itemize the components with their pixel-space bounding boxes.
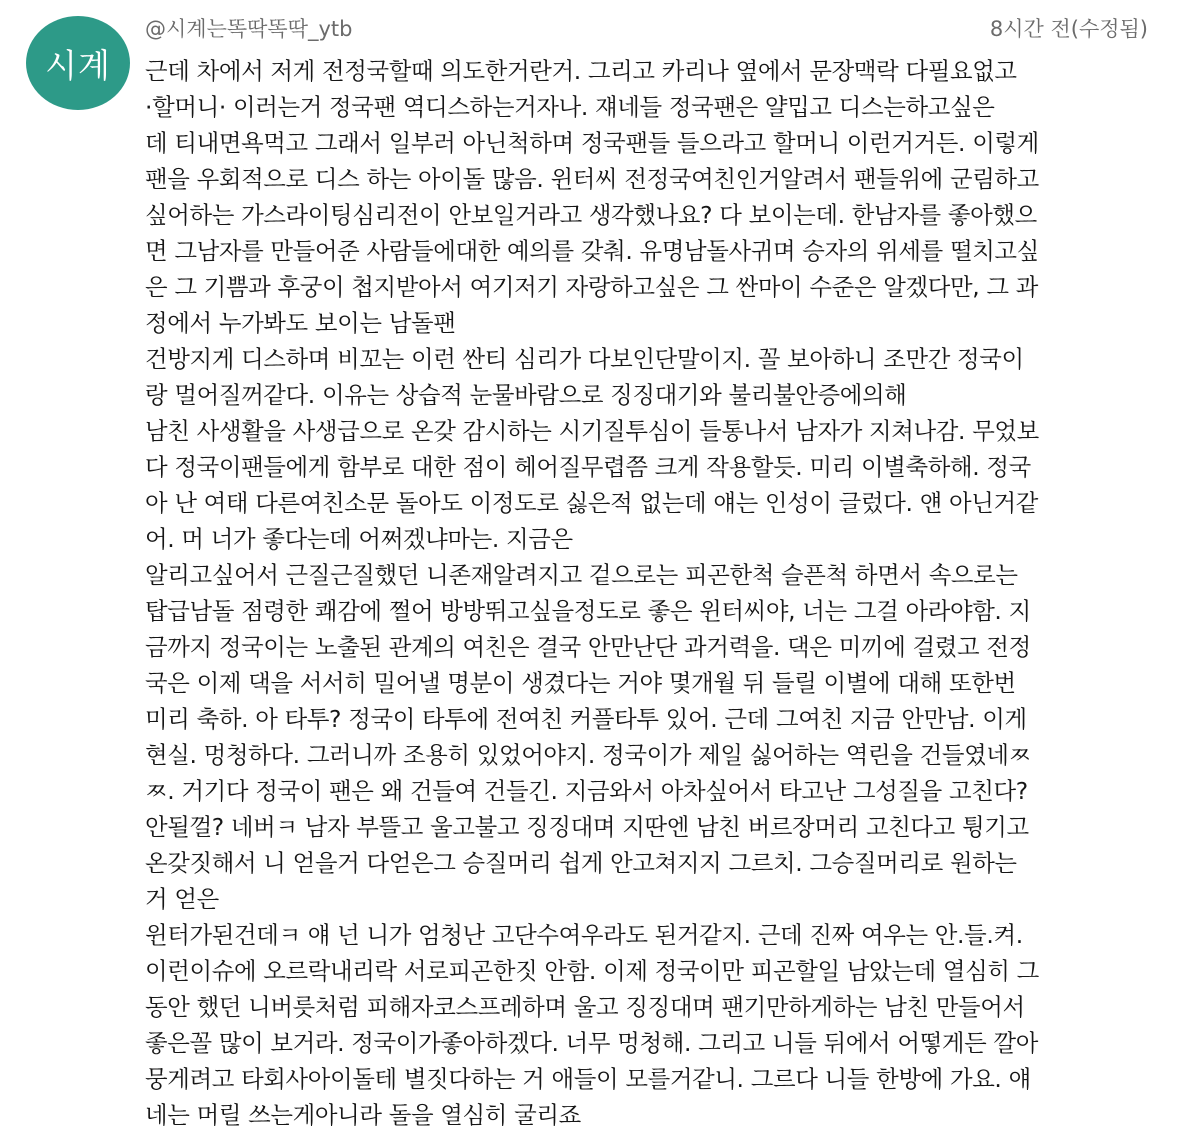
comment-text-line: 근데 차에서 저게 전정국할때 의도한거란거. 그리고 카리나 옆에서 문장맥락 다필요없고: [145, 57, 1017, 85]
comment-text-line: 네는 머릴 쓰는게아니라 돌을 열심히 굴리죠: [145, 1101, 581, 1129]
comment-text-line: 알리고싶어서 근질근질했던 니존재알려지고 겉으로는 피곤한척 슬픈척 하면서 속으로는: [145, 561, 1018, 589]
comment-text-line: 탑급남돌 점령한 쾌감에 쩔어 방방뛰고싶을정도로 좋은 윈터씨야, 너는 그걸 아라야함. 지: [145, 597, 1031, 625]
comment-text-line: 좋은꼴 많이 보거라. 정국이가좋아하겠다. 너무 멍청해. 그리고 니들 뒤에서 어떻게든 깔아: [145, 1029, 1038, 1057]
comment-text-line: 뭉게려고 타회사아이돌테 별짓다하는 거 애들이 모를거같니. 그르다 니들 한방에 가요. 얘: [145, 1065, 1031, 1093]
comment-text-line: 온갖짓해서 니 얻을거 다얻은그 승질머리 쉽게 안고쳐지지 그르치. 그승질머리로 원하는: [145, 849, 1017, 877]
comment-text-line: ㅉ. 거기다 정국이 팬은 왜 건들여 건들긴. 지금와서 아차싶어서 타고난 그성질을 고친다?: [145, 777, 1028, 805]
comment-text-line: 다 정국이팬들에게 함부로 대한 점이 헤어질무렵쯤 크게 작용할듯. 미리 이별축하해. 정국: [145, 453, 1031, 481]
comment-text-line: 현실. 멍청하다. 그러니까 조용히 있었어야지. 정국이가 제일 싫어하는 역린을 건들였네ㅉ: [145, 741, 1031, 769]
comment-text-line: 윈터가된건데ㅋ 얘 넌 니가 엄청난 고단수여우라도 된거같지. 근데 진짜 여우는 안.들.켜.: [145, 921, 1023, 949]
comment-text-line: 남친 사생활을 사생급으로 온갖 감시하는 시기질투심이 들통나서 남자가 지쳐나감. 무었보: [145, 417, 1039, 445]
comment-text-line: 안될껄? 네버ㅋ 남자 부뜰고 울고불고 징징대며 지딴엔 남친 버르장머리 고친다고 튕기고: [145, 813, 1029, 841]
comment-text-line: 건방지게 디스하며 비꼬는 이런 싼티 심리가 다보인단말이지. 꼴 보아하니 조만간 정국이: [145, 345, 1024, 373]
comment-text-line: 정에서 누가봐도 보이는 남돌팬: [145, 309, 456, 337]
comment-text-line: ·할머니· 이러는거 정국팬 역디스하는거자나. 쟤네들 정국팬은 얄밉고 디스는하고싶은: [145, 93, 995, 121]
comment-text-line: 거 얻은: [145, 885, 219, 913]
comment-author[interactable]: @시계는똑딱똑딱_ytb: [145, 17, 353, 41]
comment-timestamp: 8시간 전(수정됨): [989, 17, 1148, 41]
comment-text-line: 미리 축하. 아 타투? 정국이 타투에 전여친 커플타투 있어. 근데 그여친 지금 안만남. 이게: [145, 705, 1027, 733]
comment-text-line: 랑 멀어질꺼같다. 이유는 상습적 눈물바람으로 징징대기와 불리불안증에의해: [145, 381, 907, 409]
comment-text-line: 금까지 정국이는 노출된 관계의 여친은 결국 안만난단 과거력을. 댁은 미끼에 걸렸고 전정: [145, 633, 1031, 661]
avatar-initials: 시계: [45, 45, 111, 85]
comment-text-line: 데 티내면욕먹고 그래서 일부러 아닌척하며 정국팬들 들으라고 할머니 이런거거든. 이렇게: [145, 129, 1039, 157]
comment-text-line: 국은 이제 댁을 서서히 밀어낼 명분이 생겼다는 거야 몇개월 뒤 들릴 이별에 대해 또한번: [145, 669, 1016, 697]
comment-body: [145, 53, 1177, 1133]
avatar[interactable]: [26, 16, 130, 110]
comment-text-line: 이런이슈에 오르락내리락 서로피곤한짓 안함. 이제 정국이만 피곤할일 남았는데 열심히 그: [145, 957, 1039, 985]
comment-text-line: 면 그남자를 만들어준 사람들에대한 예의를 갖춰. 유명남돌사귀며 승자의 위세를 떨치고싶: [145, 237, 1039, 265]
comment-text-line: 동안 했던 니버릇처럼 피해자코스프레하며 울고 징징대며 팬기만하게하는 남친 만들어서: [145, 993, 1025, 1021]
comment-text-line: 싶어하는 가스라이팅심리전이 안보일거라고 생각했나요? 다 보이는데. 한남자를 좋아했으: [145, 201, 1037, 229]
comment-text-line: 어. 머 너가 좋다는데 어쩌겠냐마는. 지금은: [145, 525, 573, 553]
comment-text-line: 은 그 기쁨과 후궁이 첩지받아서 여기저기 자랑하고싶은 그 싼마이 수준은 알겠다만, 그 과: [145, 273, 1038, 301]
comment-text-line: 아 난 여태 다른여친소문 돌아도 이정도로 싫은적 없는데 얘는 인성이 글렀다. 얜 아닌거같: [145, 489, 1038, 517]
comment-text-line: 팬을 우회적으로 디스 하는 아이돌 많음. 윈터씨 전정국여친인거알려서 팬들위에 군림하고: [145, 165, 1039, 193]
